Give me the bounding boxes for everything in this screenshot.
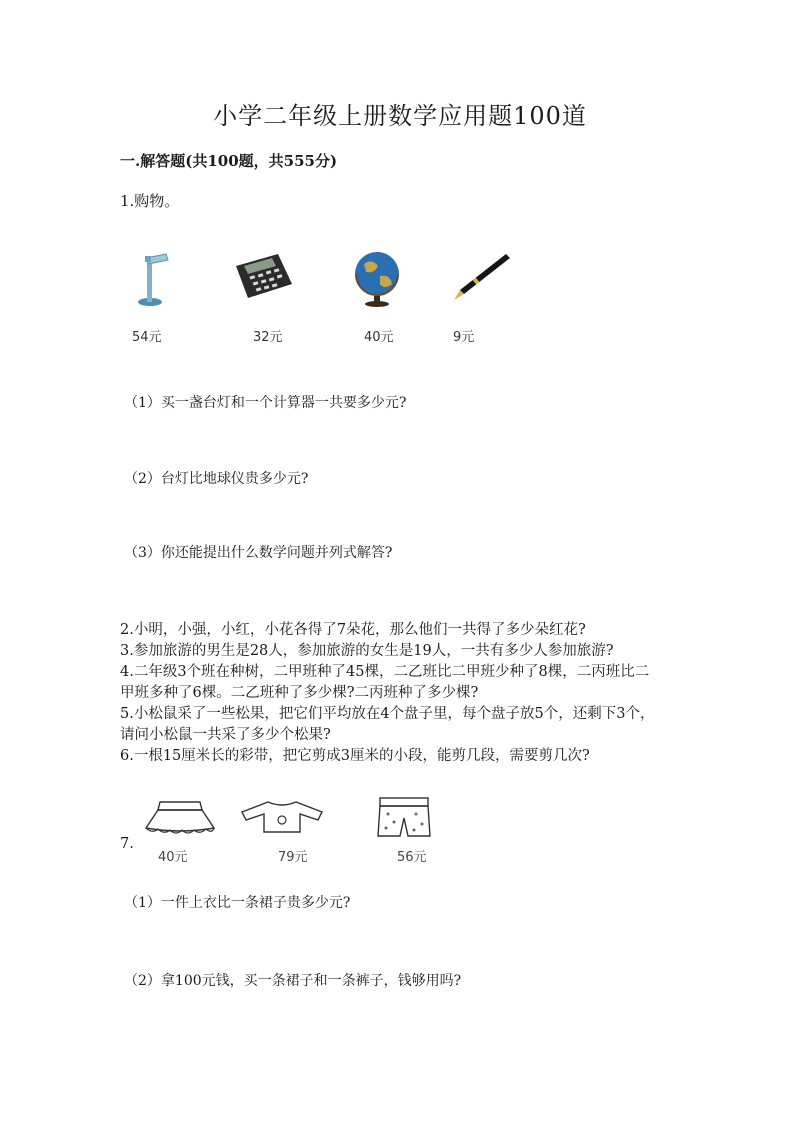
skirt-icon xyxy=(142,796,218,842)
section-heading: 一.解答题(共100题，共555分) xyxy=(120,152,338,170)
question-1-label: 1.购物。 xyxy=(120,192,180,210)
shorts-price: 56元 xyxy=(397,850,427,865)
question-6: 6.一根15厘米长的彩带，把它剪成3厘米的小段，能剪几段，需要剪几次? xyxy=(120,748,590,764)
question-1-sub-3: （3）你还能提出什么数学问题并列式解答? xyxy=(124,545,393,561)
calculator-icon xyxy=(232,248,294,312)
question-7-label: 7. xyxy=(120,836,134,852)
question-1-sub-2: （2）台灯比地球仪贵多少元? xyxy=(124,471,309,487)
pen-price: 9元 xyxy=(453,330,475,345)
question-4: 4.二年级3个班在种树，二甲班种了45棵，二乙班比二甲班少种了8棵，二丙班比二甲班多种了6棵。二乙班种了多少棵?二丙班种了多少棵? xyxy=(120,664,650,701)
question-7-sub-1: （1）一件上衣比一条裙子贵多少元? xyxy=(124,895,351,911)
globe-price: 40元 xyxy=(364,330,394,345)
question-3: 3.参加旅游的男生是28人，参加旅游的女生是19人，一共有多少人参加旅游? xyxy=(120,643,614,659)
calculator-price: 32元 xyxy=(253,330,283,345)
sweater-icon xyxy=(238,796,326,840)
question-2: 2.小明，小强，小红，小花各得了7朵花，那么他们一共得了多少朵红花? xyxy=(120,622,586,638)
question-1-sub-1: （1）买一盏台灯和一个计算器一共要多少元? xyxy=(124,395,407,411)
page-title: 小学二年级上册数学应用题100道 xyxy=(213,102,587,130)
sweater-price: 79元 xyxy=(278,850,308,865)
question-5: 5.小松鼠采了一些松果，把它们平均放在4个盘子里，每个盘子放5个，还剩下3个，请问小松鼠一共采了多少个松果? xyxy=(120,706,655,743)
questions-2-to-6 xyxy=(120,620,660,767)
lamp-price: 54元 xyxy=(132,330,162,345)
globe-icon xyxy=(348,248,406,312)
desk-lamp-icon xyxy=(128,248,174,312)
question-7-sub-2: （2）拿100元钱，买一条裙子和一条裤子，钱够用吗? xyxy=(124,973,462,989)
pen-icon xyxy=(450,248,512,312)
shorts-icon xyxy=(374,796,434,844)
skirt-price: 40元 xyxy=(158,850,188,865)
